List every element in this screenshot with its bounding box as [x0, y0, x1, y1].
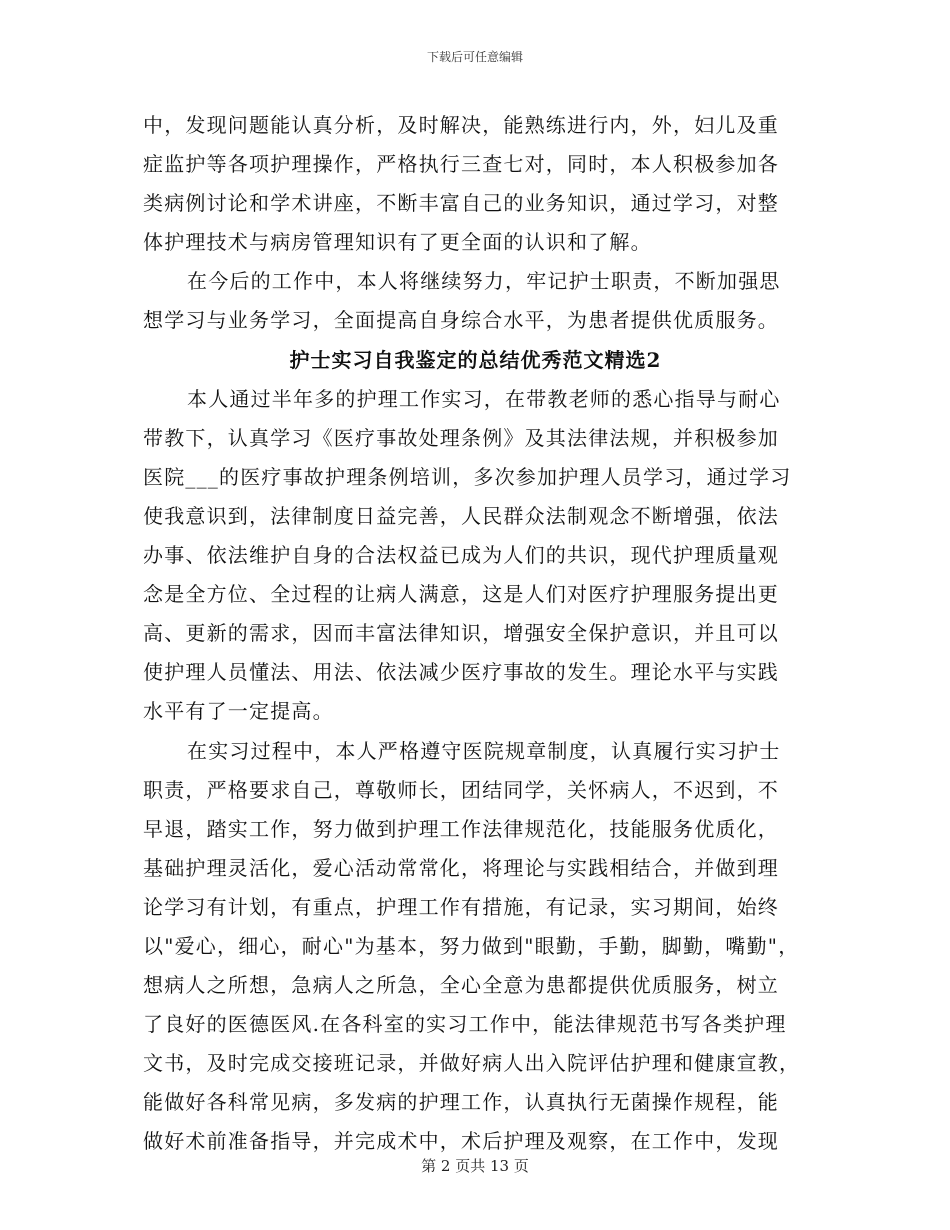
heading-text: 护士实习自我鉴定的总结优秀范文精选2 [289, 347, 662, 372]
text-line: 念是全方位、全过程的让病人满意，这是人们对医疗护理服务提出更 [143, 582, 779, 607]
text-line: 想病人之所想，急病人之所急，全心全意为患都提供优质服务，树立 [143, 973, 779, 998]
page-footer: 第 2 页共 13 页 [421, 1157, 529, 1175]
text-line: 职责，严格要求自己，尊敬师长，团结同学，关怀病人，不迟到，不 [143, 777, 779, 802]
text-line: 办事、依法维护自身的合法权益已成为人们的共识，现代护理质量观 [143, 543, 779, 568]
text-line: 高、更新的需求，因而丰富法律知识，增强安全保护意识，并且可以 [143, 621, 779, 646]
text-line: 在今后的工作中，本人将继续努力，牢记护士职责，不断加强思 [187, 269, 781, 294]
text-line: 在实习过程中，本人严格遵守医院规章制度，认真履行实习护士 [187, 738, 781, 763]
paragraph [143, 382, 808, 734]
text-line: 了良好的医德医风.在各科室的实习工作中，能法律规范书写各类护理 [143, 1012, 787, 1037]
document-body [143, 108, 808, 1164]
text-line: 能做好各科常见病，多发病的护理工作，认真执行无菌操作规程，能 [143, 1090, 779, 1115]
text-line: 症监护等各项护理操作，严格执行三查七对，同时，本人积极参加各 [143, 152, 779, 177]
text-line: 使护理人员懂法、用法、依法减少医疗事故的发生。理论水平与实践 [143, 660, 779, 685]
page-header: 下载后可任意编辑 [426, 50, 523, 64]
paragraph [143, 734, 808, 1164]
text-line: 本人通过半年多的护理工作实习，在带教老师的悉心指导与耐心 [187, 386, 781, 411]
section-heading [143, 343, 808, 382]
text-line: 类病例讨论和学术讲座，不断丰富自己的业务知识，通过学习，对整 [143, 191, 779, 216]
text-line: 想学习与业务学习，全面提高自身综合水平，为患者提供优质服务。 [143, 308, 779, 333]
paragraph [143, 264, 808, 342]
text-line: 水平有了一定提高。 [143, 699, 334, 724]
paragraph [143, 108, 808, 264]
text-line: 论学习有计划，有重点，护理工作有措施，有记录，实习期间，始终 [143, 894, 779, 919]
text-line: 使我意识到，法律制度日益完善，人民群众法制观念不断增强，依法 [143, 503, 779, 528]
text-line: 做好术前准备指导，并完成术中，术后护理及观察，在工作中，发现 [143, 1129, 779, 1154]
text-line: 文书，及时完成交接班记录，并做好病人出入院评估护理和健康宣教， [143, 1051, 801, 1076]
text-line: 体护理技术与病房管理知识有了更全面的认识和了解。 [143, 230, 652, 255]
text-line: 中，发现问题能认真分析，及时解决，能熟练进行内，外，妇儿及重 [143, 113, 779, 137]
text-line: 带教下，认真学习《医疗事故处理条例》及其法律法规，并积极参加 [143, 425, 779, 450]
text-line: 以"爱心，细心，耐心"为基本，努力做到"眼勤，手勤，脚勤，嘴勤"， [143, 933, 800, 958]
text-line: 基础护理灵活化，爱心活动常常化，将理论与实践相结合，并做到理 [143, 855, 779, 880]
text-line: 医院___的医疗事故护理条例培训，多次参加护理人员学习，通过学习 [143, 464, 792, 489]
text-line: 早退，踏实工作，努力做到护理工作法律规范化，技能服务优质化， [143, 816, 779, 841]
